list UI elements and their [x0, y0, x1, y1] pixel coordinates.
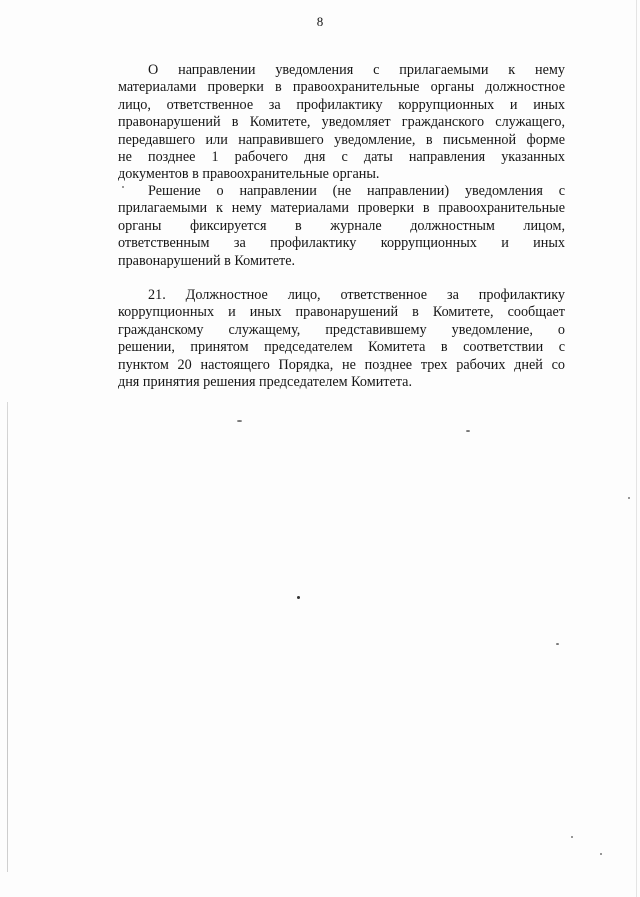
text-line: прилагаемыми к нему материалами проверки в правоохранительные — [118, 200, 565, 217]
text-line: лицо, ответственное за профилактику коррупционных и иных — [118, 96, 565, 113]
paragraph-notification-to-servant — [118, 62, 565, 184]
text-line: ответственным за профилактику коррупционных и иных — [118, 235, 565, 252]
paragraph-clause-21 — [118, 287, 565, 391]
text-line: не позднее 1 рабочего дня с даты направления указанных — [118, 148, 565, 165]
text-line: пунктом 20 настоящего Порядка, не позднее трех рабочих дней со — [118, 356, 565, 373]
scan-speck — [628, 497, 630, 499]
paragraph-decision-recording — [118, 183, 565, 270]
scan-edge-right — [636, 0, 637, 897]
text-line: гражданскому служащему, представившему уведомление, о — [118, 321, 565, 338]
scan-speck — [237, 420, 242, 422]
text-line: дня принятия решения председателем Комитета. — [118, 373, 413, 390]
text-line: передавшего или направившего уведомление, в письменной форме — [118, 131, 565, 148]
scan-speck — [556, 643, 559, 645]
text-line: О направлении уведомления с прилагаемыми к нему — [148, 62, 565, 78]
scan-speck — [122, 186, 124, 188]
page-number: 8 — [316, 14, 324, 29]
scan-speck — [466, 430, 470, 432]
scan-speck — [600, 853, 602, 855]
text-line: Решение о направлении (не направлении) уведомления с — [148, 183, 565, 199]
text-line: коррупционных и иных правонарушений в Комитете, сообщает — [118, 304, 565, 321]
text-line: правонарушений в Комитете. — [118, 252, 296, 269]
scan-speck — [297, 596, 300, 599]
text-line: правонарушений в Комитете, уведомляет гражданского служащего, — [118, 114, 565, 131]
text-line: документов в правоохранительные органы. — [118, 166, 380, 183]
text-line: решении, принятом председателем Комитета в соответствии с — [118, 339, 565, 356]
text-line: материалами проверки в правоохранительные органы должностное — [118, 79, 565, 96]
scan-speck — [571, 836, 573, 838]
text-line: органы фиксируется в журнале должностным лицом, — [118, 217, 565, 234]
text-line: 21. Должностное лицо, ответственное за профилактику — [148, 287, 565, 303]
scan-edge-left — [7, 402, 8, 872]
